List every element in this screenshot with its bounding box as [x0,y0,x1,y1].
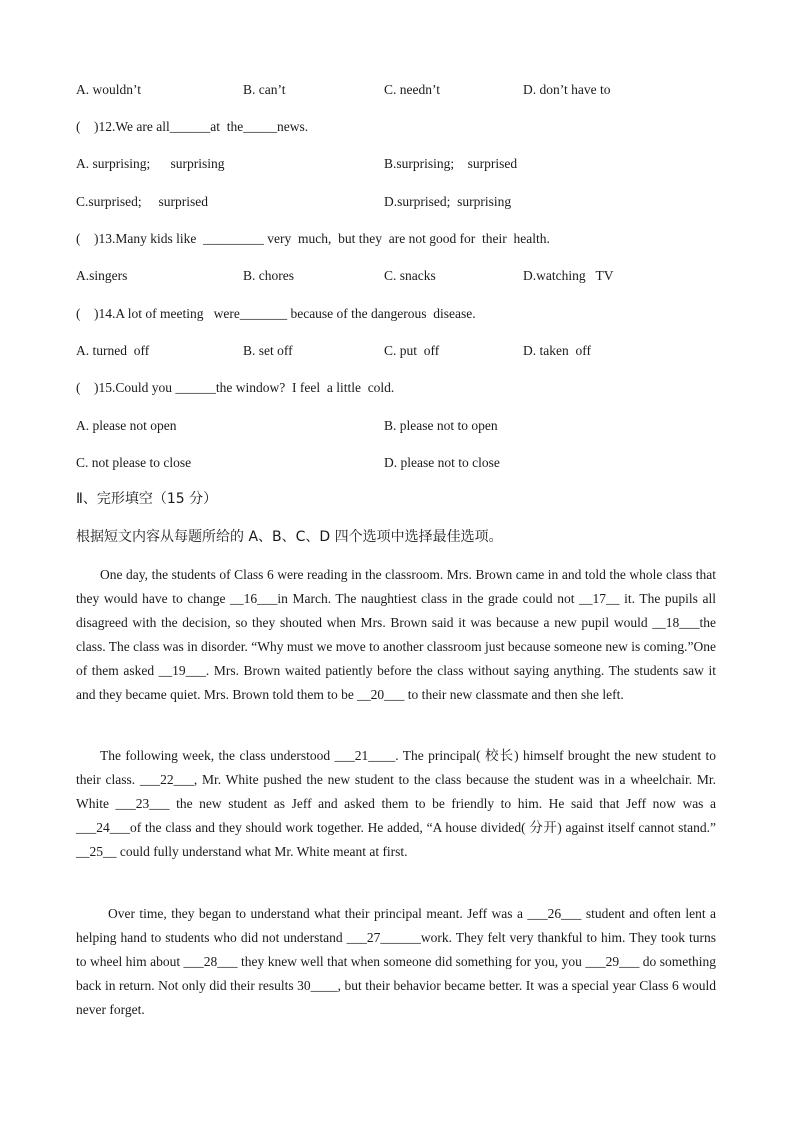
q13-option-b: B. chores [243,268,294,283]
section-instruction: 根据短文内容从每题所给的 A、B、C、D 四个选项中选择最佳选项。 [76,529,503,545]
q15-option-d: D. please not to close [384,455,500,470]
passage-paragraph-2: The following week, the class understood ___21____. The principal( 校长) himself brought the new student to their class. ___22___, Mr. White pushed the new student to the class because the student was in a wheelchair. Mr. White ___23___ the new student as Jeff and asked them to be friendly to him. He said that Jeff now was a ___24___of the class and they should work together. He added, “A house divided( 分开) against itself cannot stand.” __25__ could fully understand what Mr. White meant at first. [76,748,716,859]
q15-stem: ( )15.Could you ______the window? I feel a little cold. [76,380,395,395]
q12-option-a: A. surprising; surprising [76,156,225,171]
passage-paragraph-3: Over time, they began to understand what their principal meant. Jeff was a ___26___ student and often lent a helping hand to students who did not understand ___27______work. They felt very thankful to him. They took turns to wheel him about ___28___ they knew well that when someone did something for you, you ___29___ do something back in return. Not only did their results 30____, but their behavior became better. It was a special year Class 6 would never forget. [76,906,716,1017]
q11-option-d: D. don’t have to [523,82,611,97]
q14-option-c: C. put off [384,343,440,358]
q13-option-a: A.singers [76,268,128,283]
section-title: Ⅱ、完形填空（15 分） [76,491,218,507]
q11-option-b: B. can’t [243,82,286,97]
q15-option-a: A. please not open [76,418,177,433]
q11-option-a: A. wouldn’t [76,82,142,97]
q12-stem: ( )12.We are all______at the_____news. [76,119,309,134]
q13-stem: ( )13.Many kids like _________ very much, but they are not good for their health. [76,231,550,246]
q12-option-c: C.surprised; surprised [76,194,208,209]
q13-option-c: C. snacks [384,268,436,283]
q14-option-d: D. taken off [523,343,591,358]
q15-option-c: C. not please to close [76,455,192,470]
q11-option-c: C. needn’t [384,82,440,97]
q14-stem: ( )14.A lot of meeting were_______ because of the dangerous disease. [76,306,476,321]
q13-option-d: D.watching TV [523,268,614,283]
q12-option-b: B.surprising; surprised [384,156,518,171]
q14-option-b: B. set off [243,343,293,358]
q14-option-a: A. turned off [76,343,150,358]
passage-paragraph-1: One day, the students of Class 6 were reading in the classroom. Mrs. Brown came in and told the whole class that they would have to change __16___in March. The naughtiest class in the grade could not __17__ it. The pupils all disagreed with the decision, so they shouted when Mrs. Brown said it was because a new pupil would __18___the class. The class was in disorder. “Why must we move to another classroom just because someone new is coming.”One of them asked __19___. Mrs. Brown waited patiently before the class without saying anything. The students saw it and they became quiet. Mrs. Brown told them to be __20___ to their new classmate and then she left. [76,567,716,702]
q15-option-b: B. please not to open [384,418,498,433]
q12-option-d: D.surprised; surprising [384,194,512,209]
